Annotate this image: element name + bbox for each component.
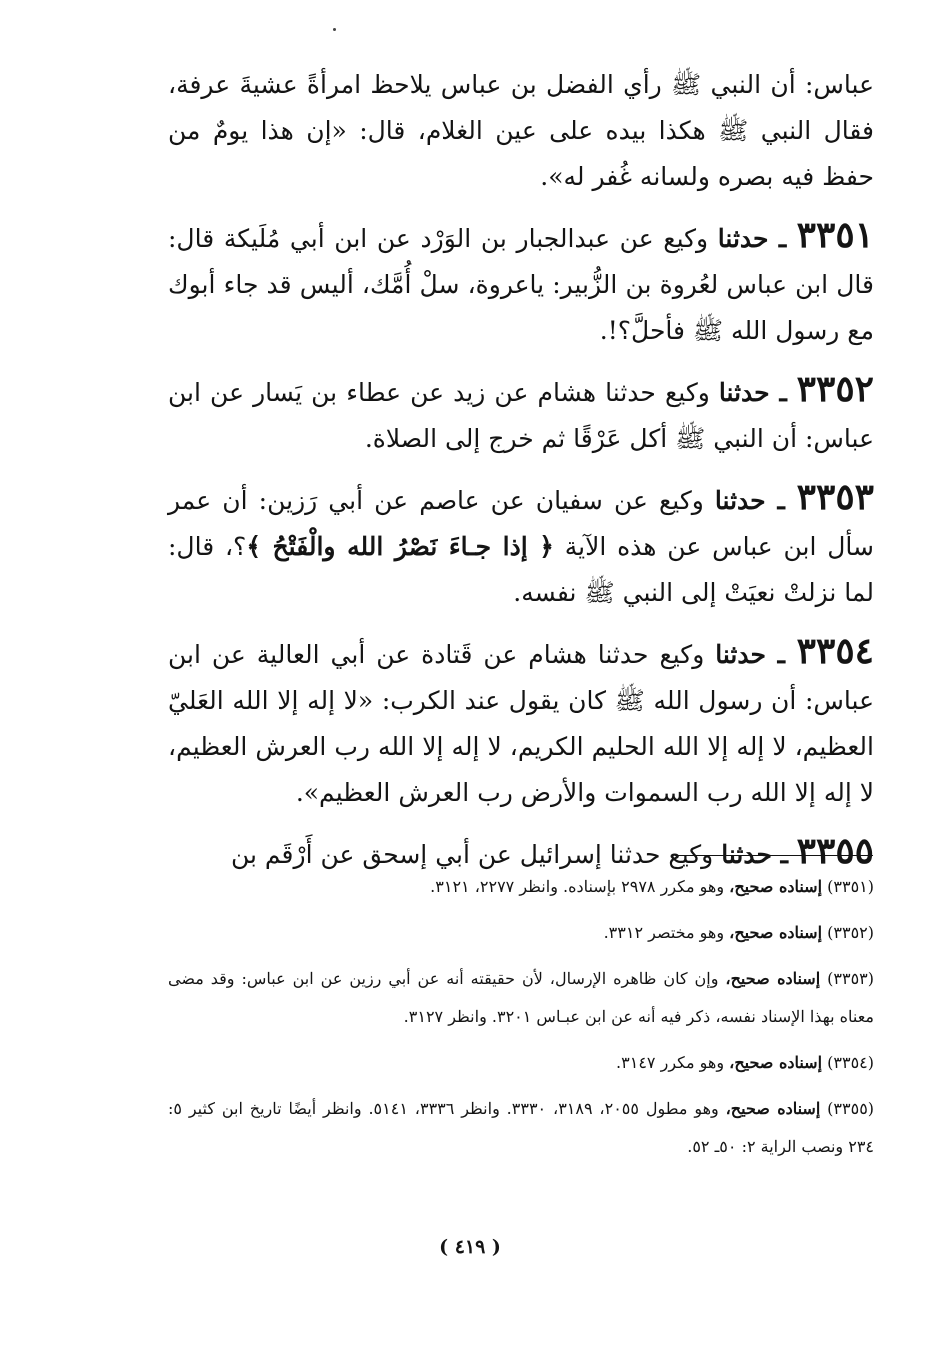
hadith-number: ٣٣٥٣ — [796, 476, 874, 518]
footnote-text: وهو مكرر ٢٩٧٨ بإسناده. وانظر ٢٢٧٧، ٣١٢١. — [430, 877, 725, 896]
footnote-divider — [675, 855, 873, 856]
footnote-grade: إسناده صحيح، — [725, 1099, 821, 1118]
hadith-number: ٣٣٥٤ — [796, 630, 875, 672]
hadith-text: وكيع حدثنا إسرائيل عن أبي إسحق عن أَرْقَم بن — [230, 840, 714, 869]
footnote-3354 — [168, 1044, 874, 1082]
footnote-ref: (٣٣٥٢) — [827, 923, 874, 942]
quran-verse: ﴿ إذا جـاءَ نَصْرُ الله والْفَتْحُ ﴾ — [246, 532, 554, 561]
footnote-ref: (٣٣٥١) — [827, 877, 874, 896]
footnotes — [168, 868, 874, 1174]
hadith-3355: ٣٣٥٥ ـ حدثنا وكيع حدثنا إسرائيل عن أبي إسحق عن أَرْقَم بن — [230, 830, 874, 872]
hadith-text-end: ؟، قال: لما نزلتْ نعيَتْ إلى النبي ﷺ نفسه. — [168, 532, 874, 607]
hadith-3354: ٣٣٥٤ ـ حدثنا وكيع حدثنا هشام عن قَتادة عن أبي العالية عن ابن عباس: أن رسول الله ﷺ كان يقول عند الكرب: «لا إله إلا الله العَليّ العظيم، لا إله إلا الله الحليم الكريم، لا إله إلا الله رب العرش العظيم، لا إله إلا الله رب السموات والأرض رب العرش العظيم». — [168, 630, 875, 807]
footnote-text: وهو مختصر ٣٣١٢. — [603, 923, 725, 942]
hadith-text: وكيع حدثنا هشام عن زيد عن عطاء بن يَسار عن ابن عباس: أن النبي ﷺ أكل عَرْقًا ثم خرج إلى الصلاة. — [168, 378, 874, 453]
hadith-lead: حدثنا — [715, 640, 766, 669]
footnote-grade: إسناده صحيح، — [725, 969, 821, 988]
hadith-text: وكيع عن عبدالجبار بن الوَرْد عن ابن أبي مُلَيكة قال: قال ابن عباس لعُروة بن الزُّبير: ياعروة، سلْ أُمَّك، أليس قد جاء أبوك مع رسول الله ﷺ فأحلَّ؟!. — [168, 224, 874, 345]
hadith-lead: حدثنا — [721, 840, 772, 869]
footnote-3351 — [168, 868, 874, 906]
hadith-number: ٣٣٥٥ — [796, 830, 874, 872]
footnote-3355 — [168, 1090, 874, 1166]
footnote-ref: (٣٣٥٣) — [827, 969, 875, 988]
footnote-grade: إسناده صحيح، — [729, 1053, 823, 1072]
hadith-text: وكيع حدثنا هشام عن قَتادة عن أبي العالية عن ابن عباس: أن رسول الله ﷺ كان يقول عند الكرب: «لا إله إلا الله العَليّ العظيم، لا إله إلا الله الحليم الكريم، لا إله إلا الله رب العرش العظيم، لا إله إلا الله رب السموات والأرض رب العرش العظيم». — [168, 640, 874, 807]
footnote-3353 — [168, 960, 874, 1036]
hadith-3353: ٣٣٥٣ ـ حدثنا وكيع عن سفيان عن عاصم عن أبي رَزين: أن عمر سأل ابن عباس عن هذه الآية ﴿ إذا جـاءَ نَصْرُ الله والْفَتْحُ ﴾؟، قال: لما نزلتْ نعيَتْ إلى النبي ﷺ نفسه. — [168, 476, 874, 607]
footnote-grade: إسناده صحيح، — [729, 923, 823, 942]
footnote-3352 — [168, 914, 874, 952]
footnote-ref: (٣٣٥٤) — [827, 1053, 874, 1072]
main-text — [168, 62, 874, 890]
page-number: ( ٤١٩ ) — [439, 1236, 501, 1258]
hadith-lead: حدثنا — [714, 486, 766, 515]
hadith-lead: حدثنا — [717, 224, 769, 253]
continuation-paragraph — [168, 62, 874, 200]
hadith-text: وكيع عن سفيان عن عاصم عن أبي رَزين: أن عمر سأل ابن عباس عن هذه الآية — [168, 486, 874, 561]
hadith-number: ٣٣٥٢ — [796, 368, 874, 410]
speck — [333, 28, 336, 31]
hadith-lead: حدثنا — [718, 378, 770, 407]
footnote-text: وإن كان ظاهره الإرسال، لأن حقيقته أنه عن أبي رزين عن ابن عباس: وقد مضى معناه بهذا الإسناد نفسه، ذكر فيه أنه عن ابن عبـاس ٣٢٠١. وانظر ٣١٢٧. — [168, 969, 874, 1026]
footnote-ref: (٣٣٥٥) — [827, 1099, 875, 1118]
hadith-number: ٣٣٥١ — [796, 214, 875, 256]
footnote-grade: إسناده صحيح، — [729, 877, 823, 896]
hadith-3351: ٣٣٥١ ـ حدثنا وكيع عن عبدالجبار بن الوَرْد عن ابن أبي مُلَيكة قال: قال ابن عباس لعُروة بن الزُّبير: ياعروة، سلْ أُمَّك، أليس قد جاء أبوك مع رسول الله ﷺ فأحلَّ؟!. — [168, 214, 875, 345]
footnote-text: وهو مكرر ٣١٤٧. — [616, 1053, 725, 1072]
footnote-text: وهو مطول ٢٠٥٥، ٣١٨٩، ٣٣٣٠. وانظر ٣٣٣٦، ٥١٤١. وانظر أيضًا تاريخ ابن كثير ٥: ٢٣٤ ونصب الراية ٢: ٥٠ـ ٥٢. — [168, 1099, 874, 1156]
hadith-3352: ٣٣٥٢ ـ حدثنا وكيع حدثنا هشام عن زيد عن عطاء بن يَسار عن ابن عباس: أن النبي ﷺ أكل عَرْقًا ثم خرج إلى الصلاة. — [168, 368, 874, 453]
paragraph-text: عباس: أن النبي ﷺ رأي الفضل بن عباس يلاحظ امرأةً عشيةَ عرفة، فقال النبي ﷺ هكذا بيده على عين الغلام، قال: «إن هذا يومٌ من حفظ فيه بصره ولسانه غُفر له». — [168, 70, 874, 191]
